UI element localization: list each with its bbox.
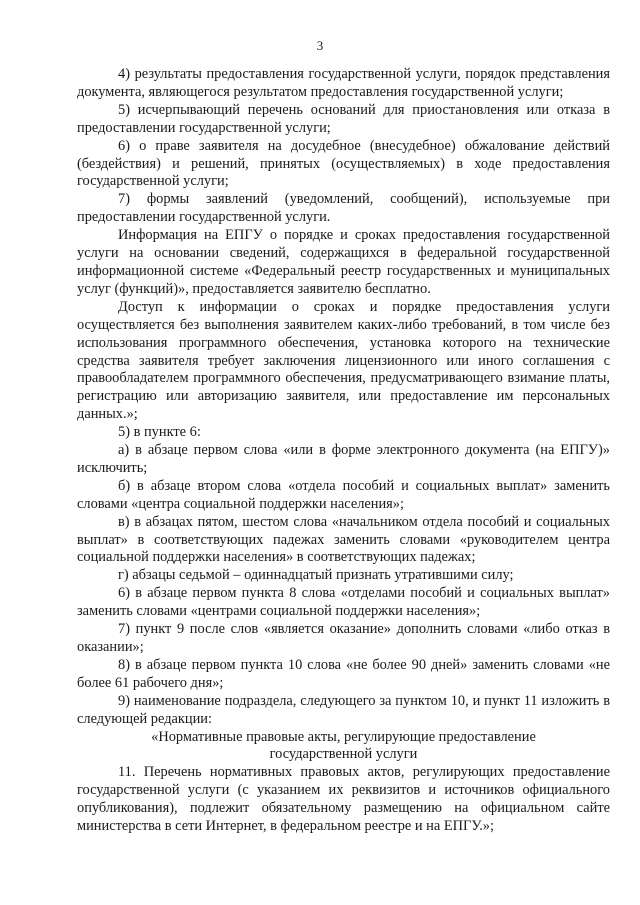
paragraph-access-info: Доступ к информации о сроках и порядке предоставления услуги осуществляется без выполнения заявителем каких-либо требований, в том числе без использования программного обеспечения, установка которого на технические средства заявителя требует заключения лицензионного или иного соглашения с правообладателем программного обеспечения, предусматривающего взимание платы, регистрацию или авторизацию заявителя, или предоставление им персональных данных.»;: [77, 298, 610, 423]
paragraph-item-4: 4) результаты предоставления государственной услуги, порядок представления документа, являющегося результатом предоставления государственной услуги;: [77, 66, 610, 100]
paragraph-point-5: 5) в пункте 6:: [118, 424, 201, 441]
paragraph-sub-g: г) абзацы седьмой – одиннадцатый признать утратившими силу;: [118, 567, 514, 584]
page-number: 3: [316, 38, 324, 53]
section-heading: «Нормативные правовые акты, регулирующие предоставление государственной услуги: [151, 728, 536, 763]
paragraph-item-6: 6) о праве заявителя на досудебное (внесудебное) обжалование действий (бездействия) и решений, принятых (осуществляемых) в ходе предоставления государственной услуги;: [77, 137, 610, 190]
paragraph-sub-a: а) в абзаце первом слова «или в форме электронного документа (на ЕПГУ)» исключить;: [77, 442, 610, 476]
paragraph-point-9: 9) наименование подраздела, следующего за пунктом 10, и пункт 11 изложить в следующей редакции:: [77, 692, 610, 727]
paragraph-point-8: 8) в абзаце первом пункта 10 слова «не более 90 дней» заменить словами «не более 61 рабочего дня»;: [77, 656, 610, 691]
paragraph-sub-v: в) в абзацах пятом, шестом слова «начальником отдела пособий и социальных выплат» в соответствующих падежах заменить словами «руководителем центра социальной поддержки населения» в соответствующих падежах;: [77, 513, 610, 566]
document-body: [77, 66, 610, 836]
paragraph-item-7: 7) формы заявлений (уведомлений, сообщений), используемые при предоставлении государственной услуги.: [77, 191, 610, 226]
paragraph-point-11: 11. Перечень нормативных правовых актов, регулирующих предоставление государственной услуги (с указанием их реквизитов и источников официального опубликования), подлежит обязательному размещению на официальном сайте министерства в сети Интернет, в федеральном реестре и на ЕПГУ.»;: [77, 764, 610, 835]
paragraph-point-6: 6) в абзаце первом пункта 8 слова «отделами пособий и социальных выплат» заменить словами «центрами социальной поддержки населения»;: [77, 585, 610, 620]
paragraph-sub-b: б) в абзаце втором слова «отдела пособий и социальных выплат» заменить словами «центра социальной поддержки населения»;: [77, 477, 610, 512]
paragraph-point-7: 7) пункт 9 после слов «является оказание» дополнить словами «либо отказ в оказании»;: [77, 621, 610, 655]
paragraph-epgu-info: Информация на ЕПГУ о порядке и сроках предоставления государственной услуги на основании сведений, содержащихся в федеральной государственной информационной системе «Федеральный реестр государственных и муниципальных услуг (функций)», предоставляется заявителю бесплатно.: [77, 227, 610, 297]
paragraph-item-5: 5) исчерпывающий перечень оснований для приостановления или отказа в предоставлении государственной услуги;: [77, 101, 610, 136]
